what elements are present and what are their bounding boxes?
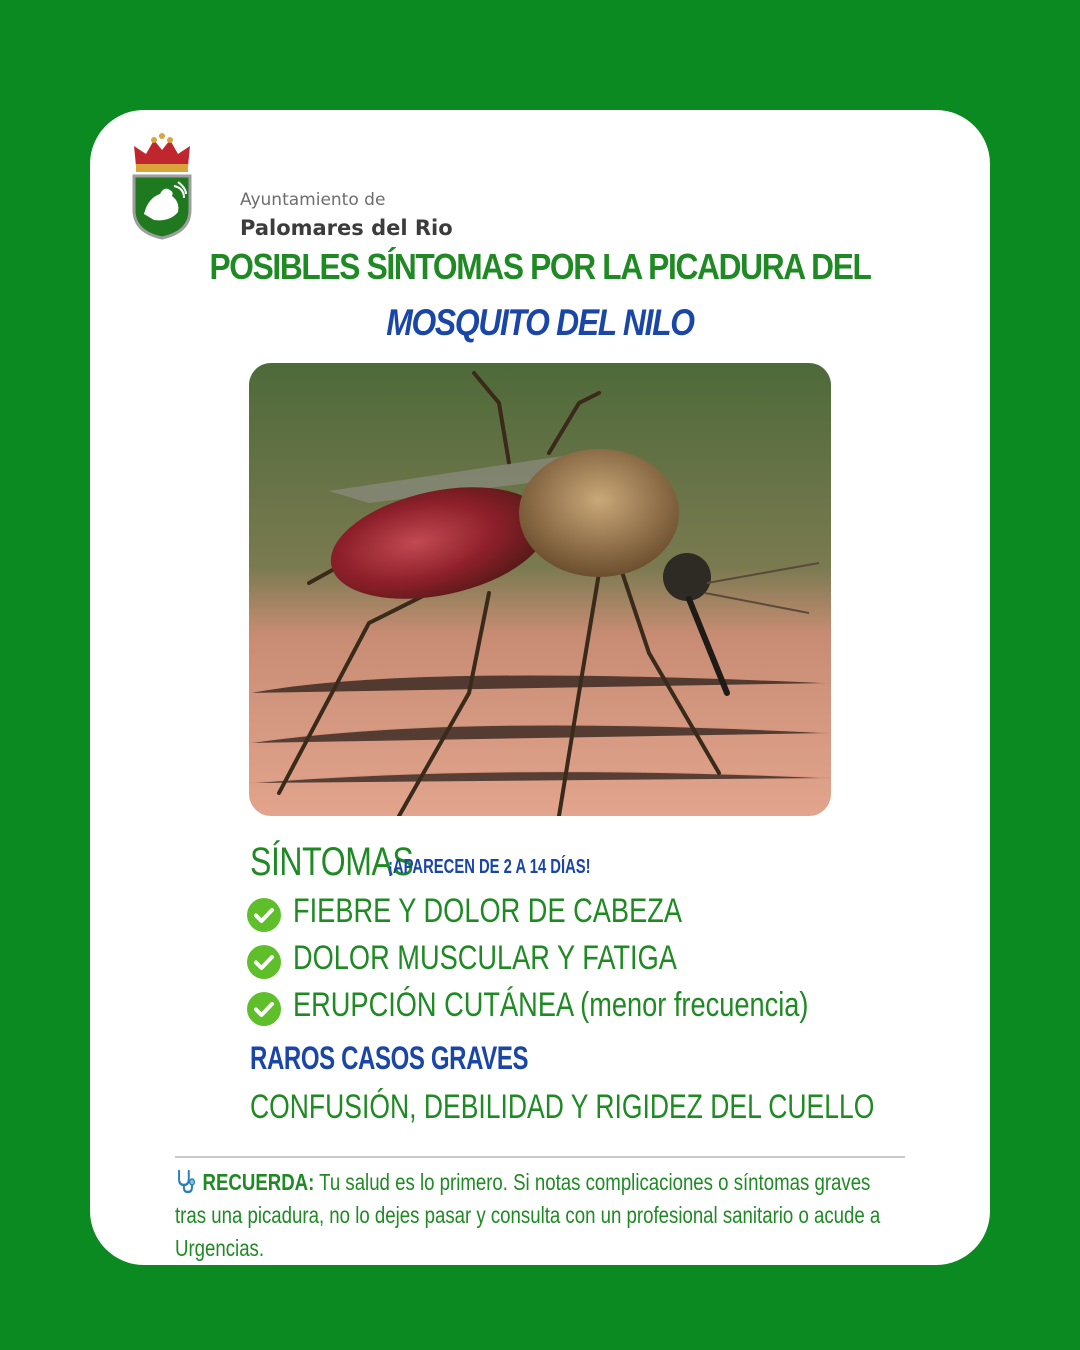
symptoms-heading: SÍNTOMAS <box>250 840 414 884</box>
municipality-logo <box>130 132 453 242</box>
reminder-label: RECUERDA: <box>202 1169 315 1195</box>
coat-of-arms-icon <box>130 132 194 242</box>
logo-line2: Palomares del Rio <box>240 216 453 240</box>
logo-line1: Ayuntamiento de <box>240 190 386 210</box>
reminder-text: Tu salud es lo primero. Si notas complicaciones o síntomas graves tras una picadura, no lo dejes pasar y consulta con un profesional sanitario o acude a Urgencias. <box>175 1169 881 1261</box>
check-circle-icon <box>247 992 281 1026</box>
symptom-text: ERUPCIÓN CUTÁNEA (menor frecuencia) <box>293 986 809 1024</box>
reminder-note <box>175 1166 904 1265</box>
page-subtitle: MOSQUITO DEL NILO <box>386 302 694 343</box>
poster-card <box>90 110 990 1265</box>
symptoms-onset-note: ¡APARECEN DE 2 A 14 DÍAS! <box>388 856 591 878</box>
rare-cases-text: CONFUSIÓN, DEBILIDAD Y RIGIDEZ DEL CUELLO <box>250 1088 875 1126</box>
symptom-text: DOLOR MUSCULAR Y FATIGA <box>293 939 677 977</box>
page-title: POSIBLES SÍNTOMAS POR LA PICADURA DEL <box>209 246 871 287</box>
rare-cases-heading: RAROS CASOS GRAVES <box>250 1040 529 1076</box>
check-circle-icon <box>247 898 281 932</box>
mosquito-photo <box>249 363 831 816</box>
check-circle-icon <box>247 945 281 979</box>
symptom-text: FIEBRE Y DOLOR DE CABEZA <box>293 892 682 930</box>
symptoms-heading-row <box>250 840 591 885</box>
stethoscope-icon <box>175 1168 196 1194</box>
divider <box>175 1156 905 1158</box>
